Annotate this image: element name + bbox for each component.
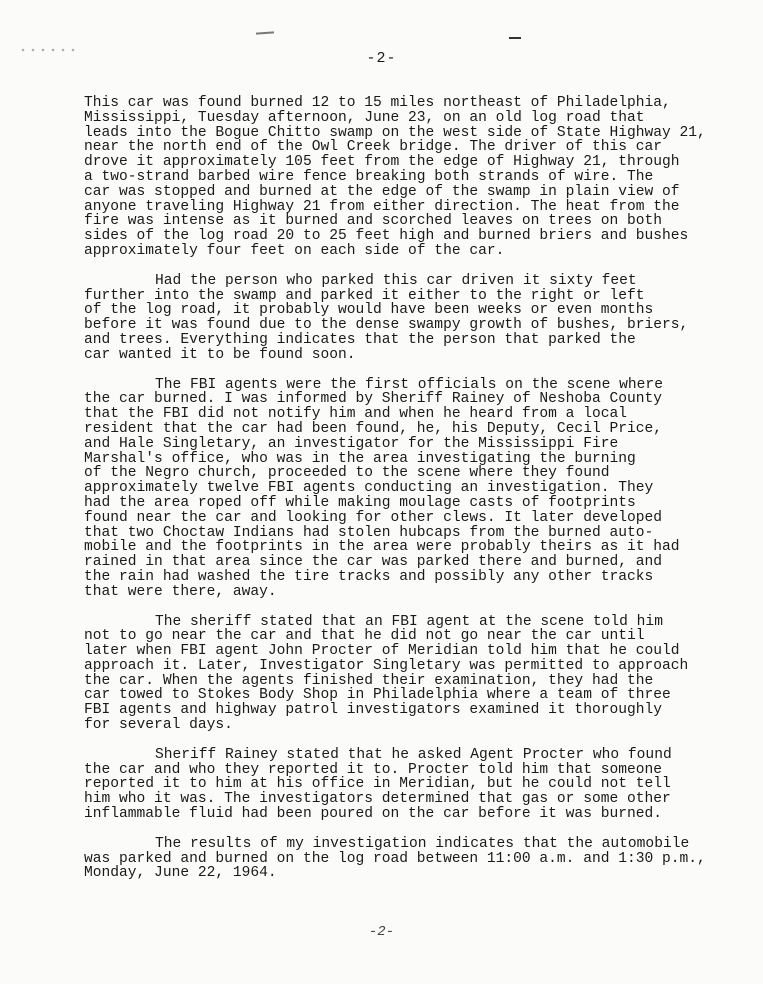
paragraph-procter: Sheriff Rainey stated that he asked Agent Procter who found the car and who they reported it to. Procter told him that someone reported it to him at his office in Meridian, but he could not tell him who it was. The investigators determined that gas or some other inflammable fluid had been poured on the car before it was burned. [84, 746, 672, 823]
document-body [84, 96, 724, 896]
paragraph-sheriff-statement: The sheriff stated that an FBI agent at the scene told him not to go near the car and that he did not go near the car until later when FBI agent John Procter of Meridian told him that he could approach it. Later, Investigator Singletary was permitted to approach the car. When the agents finished their examination, they had the car towed to Stokes Body Shop in Philadelphia where a team of three FBI agents and highway patrol investigators examined it thoroughly for several days. [84, 613, 689, 734]
page-number-footer: -2- [368, 924, 395, 940]
page-number-header: -2- [366, 50, 397, 67]
paragraph-car-found: This car was found burned 12 to 15 miles northeast of Philadelphia, Mississippi, Tuesday afternoon, June 23, on an old log road that leads into the Bogue Chitto swamp on the west side of State Highway 21, near the north end of the Owl Creek bridge. The driver of this car drove it approximately 105 feet from the edge of Highway 21, through a two-strand barbed wire fence breaking both strands of wire. The car was stopped and burned at the edge of the swamp in plain view of anyone traveling Highway 21 from either direction. The heat from the fire was intense as it burned and scorched leaves on trees on both sides of the log road 20 to 25 feet high and burned briers and bushes approximately four feet on each side of the car. [84, 95, 706, 259]
paragraph-results: The results of my investigation indicates that the automobile was parked and burned on the log road between 11:00 a.m. and 1:30 p.m., Monday, June 22, 1964. [84, 835, 706, 882]
stray-mark [509, 37, 521, 39]
stray-mark [256, 31, 274, 34]
paragraph-swamp: Had the person who parked this car driven it sixty feet further into the swamp and parked it either to the right or left of the log road, it probably would have been weeks or even months before it was found due to the dense swampy growth of bushes, briers, and trees. Everything indicates that the person that parked the car wanted it to be found soon. [84, 272, 689, 363]
paragraph-fbi-agents: The FBI agents were the first officials on the scene where the car burned. I was informed by Sheriff Rainey of Neshoba County that the FBI did not notify him and when he heard from a local resident that the car had been found, he, his Deputy, Cecil Price, and Hale Singletary, an investigator for the Mississippi Fire Marshal's office, who was in the area investigating the burning of the Negro church, proceeded to the scene where they found approximately twelve FBI agents conducting an investigation. They had the area roped off while making moulage casts of footprints found near the car and looking for other clews. It later developed that two Choctaw Indians had stolen hubcaps from the burned auto- mobile and the footprints in the area were probably theirs as it had rained in that area since the car was parked there and burned, and the rain had washed the tire tracks and possibly any other tracks that were there, away. [84, 376, 680, 600]
